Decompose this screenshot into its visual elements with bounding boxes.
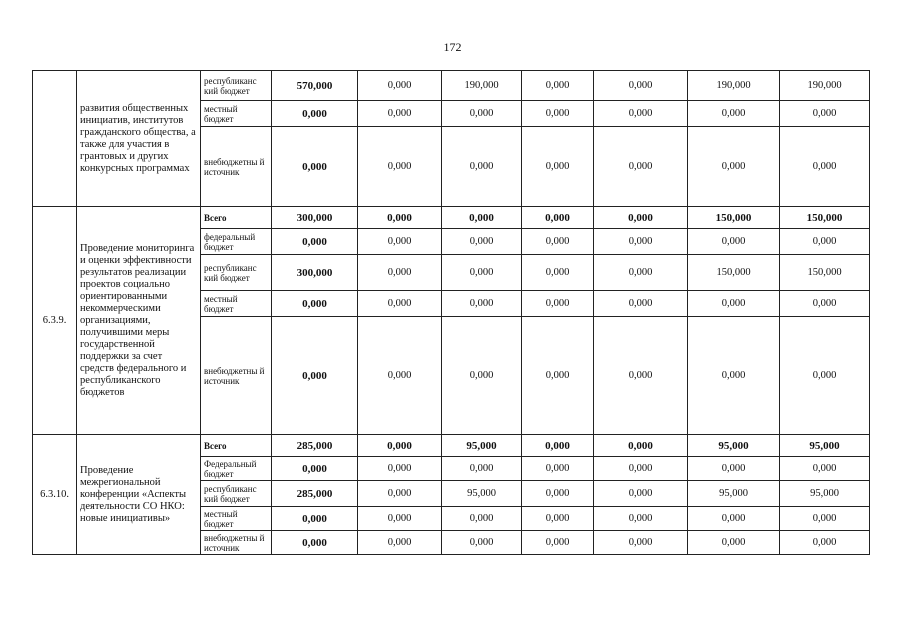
year-amount-cell: 0,000 bbox=[522, 291, 594, 317]
funding-source: местный бюджет bbox=[201, 101, 272, 127]
total-amount-cell: 0,000 bbox=[272, 127, 358, 207]
year-amount-cell: 95,000 bbox=[442, 481, 522, 507]
year-amount-cell: 0,000 bbox=[358, 531, 442, 555]
total-amount-cell: 0,000 bbox=[272, 317, 358, 435]
funding-source: местный бюджет bbox=[201, 291, 272, 317]
year-amount-cell: 0,000 bbox=[688, 101, 780, 127]
total-amount-cell: 285,000 bbox=[272, 481, 358, 507]
year-amount-cell: 0,000 bbox=[358, 507, 442, 531]
item-number: 6.3.10. bbox=[33, 435, 77, 555]
table-row bbox=[33, 435, 870, 457]
year-amount-cell: 0,000 bbox=[780, 457, 870, 481]
year-amount-cell: 0,000 bbox=[442, 207, 522, 229]
total-amount-cell: 570,000 bbox=[272, 71, 358, 101]
year-amount-cell: 0,000 bbox=[688, 317, 780, 435]
year-amount-cell: 150,000 bbox=[780, 207, 870, 229]
year-amount-cell: 0,000 bbox=[688, 291, 780, 317]
year-amount-cell: 0,000 bbox=[780, 507, 870, 531]
year-amount-cell: 95,000 bbox=[780, 435, 870, 457]
year-amount-cell: 0,000 bbox=[594, 531, 688, 555]
year-amount-cell: 0,000 bbox=[688, 457, 780, 481]
year-amount-cell: 0,000 bbox=[780, 291, 870, 317]
year-amount-cell: 0,000 bbox=[442, 229, 522, 255]
funding-source: республиканс кий бюджет bbox=[201, 481, 272, 507]
year-amount-cell: 0,000 bbox=[522, 317, 594, 435]
year-amount-cell: 0,000 bbox=[594, 101, 688, 127]
funding-source: Всего bbox=[201, 207, 272, 229]
year-amount-cell: 0,000 bbox=[358, 255, 442, 291]
year-amount-cell: 0,000 bbox=[442, 101, 522, 127]
year-amount-cell: 0,000 bbox=[522, 481, 594, 507]
total-amount-cell: 285,000 bbox=[272, 435, 358, 457]
year-amount-cell: 0,000 bbox=[594, 229, 688, 255]
year-amount-cell: 0,000 bbox=[522, 255, 594, 291]
year-amount-cell: 150,000 bbox=[688, 255, 780, 291]
funding-source: внебюджетны й источник bbox=[201, 317, 272, 435]
funding-source: федеральный бюджет bbox=[201, 229, 272, 255]
item-number bbox=[33, 71, 77, 207]
year-amount-cell: 0,000 bbox=[522, 229, 594, 255]
year-amount-cell: 0,000 bbox=[522, 507, 594, 531]
year-amount-cell: 0,000 bbox=[442, 127, 522, 207]
page-number: 172 bbox=[443, 40, 462, 54]
year-amount-cell: 0,000 bbox=[688, 229, 780, 255]
total-amount-cell: 0,000 bbox=[272, 291, 358, 317]
total-amount-cell: 0,000 bbox=[272, 531, 358, 555]
year-amount-cell: 0,000 bbox=[358, 101, 442, 127]
year-amount-cell: 0,000 bbox=[442, 317, 522, 435]
year-amount-cell: 95,000 bbox=[688, 435, 780, 457]
year-amount-cell: 0,000 bbox=[594, 507, 688, 531]
table-row bbox=[33, 71, 870, 101]
year-amount-cell: 0,000 bbox=[358, 317, 442, 435]
item-description: Проведение мониторинга и оценки эффективности результатов реализации проектов социально ориентированными некоммерческими организациями, получившими меры государственной поддержки за счет средств федерального и республиканского бюджетов bbox=[77, 207, 201, 435]
year-amount-cell: 190,000 bbox=[442, 71, 522, 101]
year-amount-cell: 0,000 bbox=[442, 457, 522, 481]
year-amount-cell: 190,000 bbox=[780, 71, 870, 101]
year-amount-cell: 0,000 bbox=[442, 255, 522, 291]
year-amount-cell: 0,000 bbox=[594, 291, 688, 317]
year-amount-cell: 0,000 bbox=[442, 507, 522, 531]
year-amount-cell: 0,000 bbox=[594, 207, 688, 229]
year-amount-cell: 0,000 bbox=[522, 101, 594, 127]
year-amount-cell: 0,000 bbox=[358, 71, 442, 101]
year-amount-cell: 0,000 bbox=[522, 71, 594, 101]
year-amount-cell: 0,000 bbox=[522, 457, 594, 481]
year-amount-cell: 0,000 bbox=[358, 127, 442, 207]
funding-source: Всего bbox=[201, 435, 272, 457]
year-amount-cell: 0,000 bbox=[442, 531, 522, 555]
year-amount-cell: 0,000 bbox=[594, 435, 688, 457]
funding-source: Федеральный бюджет bbox=[201, 457, 272, 481]
funding-source: внебюджетны й источник bbox=[201, 127, 272, 207]
year-amount-cell: 0,000 bbox=[594, 255, 688, 291]
year-amount-cell: 0,000 bbox=[358, 229, 442, 255]
year-amount-cell: 0,000 bbox=[358, 207, 442, 229]
budget-table bbox=[32, 70, 870, 555]
year-amount-cell: 190,000 bbox=[688, 71, 780, 101]
total-amount-cell: 0,000 bbox=[272, 507, 358, 531]
year-amount-cell: 0,000 bbox=[688, 127, 780, 207]
year-amount-cell: 0,000 bbox=[688, 507, 780, 531]
total-amount-cell: 300,000 bbox=[272, 207, 358, 229]
funding-source: республиканс кий бюджет bbox=[201, 255, 272, 291]
year-amount-cell: 95,000 bbox=[688, 481, 780, 507]
year-amount-cell: 0,000 bbox=[358, 481, 442, 507]
year-amount-cell: 0,000 bbox=[358, 457, 442, 481]
total-amount-cell: 0,000 bbox=[272, 229, 358, 255]
year-amount-cell: 0,000 bbox=[442, 291, 522, 317]
year-amount-cell: 95,000 bbox=[780, 481, 870, 507]
year-amount-cell: 0,000 bbox=[594, 481, 688, 507]
year-amount-cell: 0,000 bbox=[522, 207, 594, 229]
year-amount-cell: 0,000 bbox=[594, 457, 688, 481]
item-description: Проведение межрегиональной конференции «Аспекты деятельности СО НКО: новые инициативы» bbox=[77, 435, 201, 555]
year-amount-cell: 0,000 bbox=[594, 71, 688, 101]
year-amount-cell: 150,000 bbox=[780, 255, 870, 291]
total-amount-cell: 0,000 bbox=[272, 101, 358, 127]
year-amount-cell: 0,000 bbox=[594, 317, 688, 435]
year-amount-cell: 95,000 bbox=[442, 435, 522, 457]
funding-source: местный бюджет bbox=[201, 507, 272, 531]
year-amount-cell: 0,000 bbox=[358, 291, 442, 317]
year-amount-cell: 0,000 bbox=[358, 435, 442, 457]
funding-source: внебюджетны й источник bbox=[201, 531, 272, 555]
year-amount-cell: 0,000 bbox=[522, 435, 594, 457]
total-amount-cell: 0,000 bbox=[272, 457, 358, 481]
year-amount-cell: 0,000 bbox=[780, 229, 870, 255]
year-amount-cell: 0,000 bbox=[780, 127, 870, 207]
year-amount-cell: 0,000 bbox=[780, 531, 870, 555]
year-amount-cell: 0,000 bbox=[780, 101, 870, 127]
year-amount-cell: 150,000 bbox=[688, 207, 780, 229]
year-amount-cell: 0,000 bbox=[522, 127, 594, 207]
year-amount-cell: 0,000 bbox=[522, 531, 594, 555]
table-row bbox=[33, 207, 870, 229]
item-description: развития общественных инициатив, институтов гражданского общества, а также для участия в грантовых и других конкурсных программах bbox=[77, 71, 201, 207]
funding-source: республиканс кий бюджет bbox=[201, 71, 272, 101]
total-amount-cell: 300,000 bbox=[272, 255, 358, 291]
year-amount-cell: 0,000 bbox=[688, 531, 780, 555]
year-amount-cell: 0,000 bbox=[594, 127, 688, 207]
year-amount-cell: 0,000 bbox=[780, 317, 870, 435]
item-number: 6.3.9. bbox=[33, 207, 77, 435]
